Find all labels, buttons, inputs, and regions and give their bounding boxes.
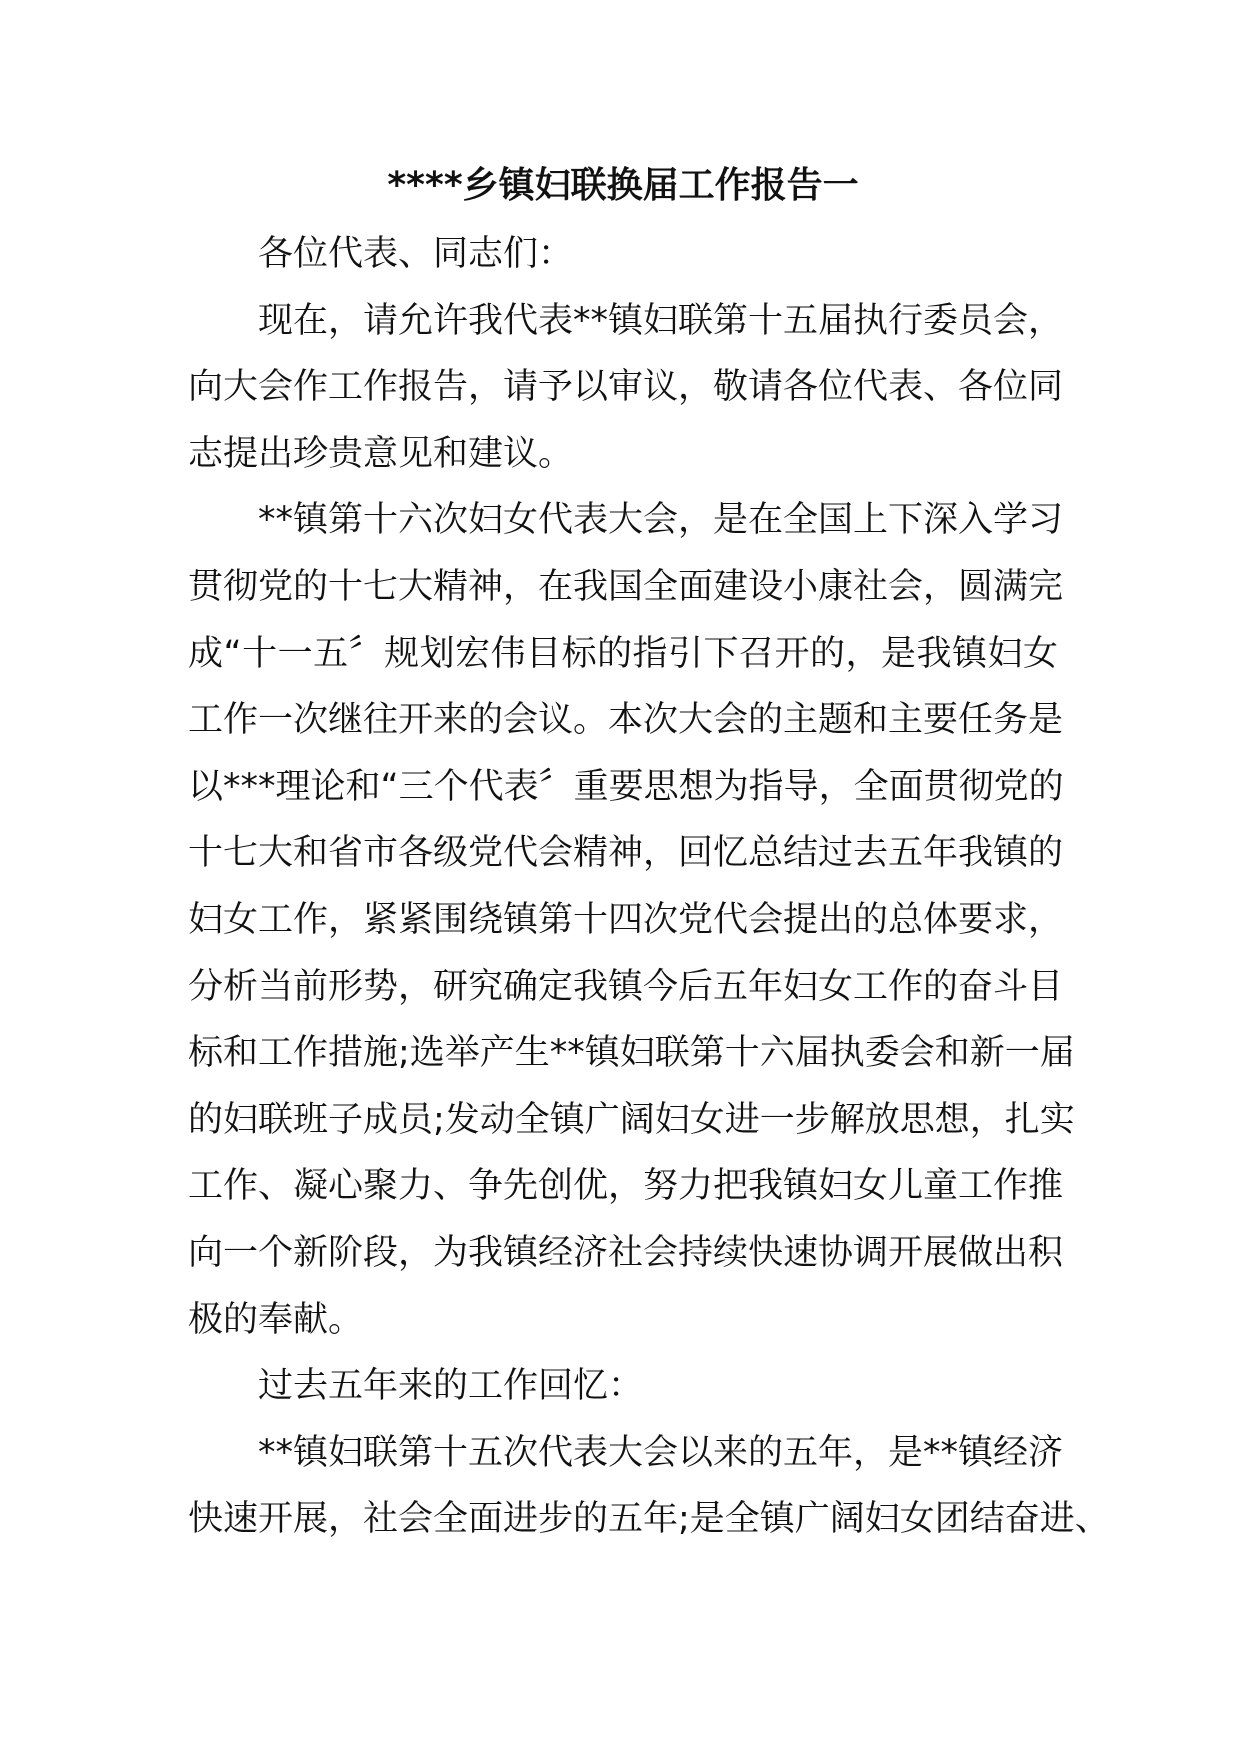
paragraph-line: 现在，请允许我代表**镇妇联第十五届执行委员会，: [258, 300, 1064, 341]
paragraph-line: 分析当前形势，研究确定我镇今后五年妇女工作的奋斗目: [188, 966, 1064, 1007]
paragraph-line: 向大会作工作报告，请予以审议，敬请各位代表、各位同: [188, 367, 1064, 408]
paragraph-line: 成“十一五〞规划宏伟目标的指引下召开的，是我镇妇女: [188, 633, 1058, 674]
document-body: [188, 221, 1110, 1553]
paragraph-line: 的妇联班子成员;发动全镇广阔妇女进一步解放思想，扎实: [188, 1099, 1075, 1140]
document-title: ****乡镇妇联换届工作报告一: [387, 165, 859, 206]
paragraph-line: 十七大和省市各级党代会精神，回忆总结过去五年我镇的: [188, 833, 1064, 874]
paragraph-line: 快速开展，社会全面进步的五年;是全镇广阔妇女团结奋进、: [188, 1499, 1110, 1540]
paragraph-line: **镇妇联第十五次代表大会以来的五年，是**镇经济: [258, 1432, 1064, 1473]
paragraph-line: 贯彻党的十七大精神，在我国全面建设小康社会，圆满完: [188, 566, 1064, 607]
paragraph-line: 向一个新阶段，为我镇经济社会持续快速协调开展做出积: [188, 1232, 1064, 1273]
paragraph-line: 工作一次继往开来的会议。本次大会的主题和主要任务是: [188, 700, 1064, 741]
paragraph-line: 标和工作措施;选举产生**镇妇联第十六届执委会和新一届: [188, 1033, 1075, 1074]
paragraph-line: 以***理论和“三个代表〞重要思想为指导，全面贯彻党的: [188, 766, 1064, 807]
paragraph-line: 极的奉献。: [188, 1299, 364, 1340]
section-heading: 过去五年来的工作回忆：: [258, 1366, 644, 1407]
salutation: 各位代表、同志们：: [258, 234, 574, 274]
paragraph-line: 志提出珍贵意见和建议。: [188, 433, 574, 474]
paragraph-line: 工作、凝心聚力、争先创优，努力把我镇妇女儿童工作推: [188, 1166, 1064, 1207]
paragraph-line: **镇第十六次妇女代表大会，是在全国上下深入学习: [258, 500, 1064, 541]
paragraph-line: 妇女工作，紧紧围绕镇第十四次党代会提出的总体要求，: [188, 899, 1064, 940]
